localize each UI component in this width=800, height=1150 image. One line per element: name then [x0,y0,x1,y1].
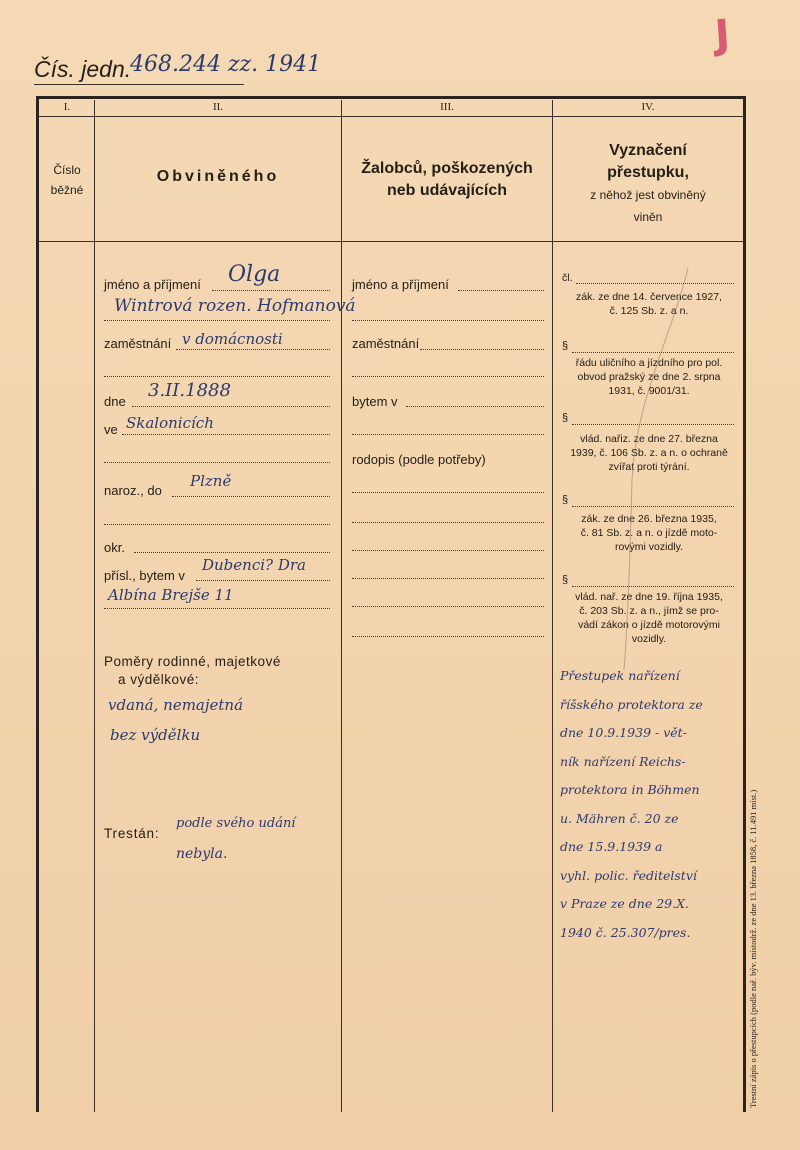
punished-value-2: nebyla. [176,846,228,862]
law-line: vozidly. [631,633,667,645]
header-line: Vyznačení [609,142,687,159]
plaintiff-residence-label: bytem v [352,394,398,409]
born-at-value: Plzně [190,472,232,490]
dotted-line [352,606,544,607]
header-line: běžné [50,183,84,197]
offence-line: říšského protektora ze [560,696,703,712]
birth-place-label: ve [104,422,118,437]
residence-value: Dubenci? Dra [202,556,306,574]
offence-line: vyhl. polic. ředitelství [560,867,697,883]
paragraph-sign: § [562,412,569,424]
column-number-3: III. [440,101,454,113]
punished-value: podle svého udání [176,816,296,831]
accused-name-value: Olga [228,262,281,287]
column-number-1: I. [63,101,71,113]
accused-name-label: jméno a příjmení [104,277,201,292]
offence-line: 1940 č. 25.307/pres. [560,924,691,940]
accused-surname-value: Wintrová rozen. Hofmanová [114,296,356,316]
dotted-line [352,434,544,435]
paragraph-sign: § [562,340,569,352]
earnings-value: bez výdělku [110,726,201,744]
paragraph-sign: § [562,494,569,506]
law-line: č. 125 Sb. z. a n. [609,305,689,317]
dotted-line [104,376,330,377]
article-label: čl. [562,272,573,284]
dotted-line [104,524,330,525]
birth-date-label: dne [104,394,126,409]
header-line: Číslo [53,163,81,177]
accused-occupation-value: v domácnosti [182,330,283,348]
dotted-line [352,376,544,377]
dotted-line [104,462,330,463]
handwritten-offence [560,662,744,947]
dotted-line [176,349,330,350]
case-number-label: Čís. jedn. [34,56,132,82]
district-label: okr. [104,540,125,555]
dotted-line [420,349,544,350]
law-line: č. 203 Sb. z. a n., jímž se pro- [579,605,719,617]
law-line: zák. ze dne 14. července 1927, [576,291,722,303]
dotted-line [352,492,544,493]
plaintiff-name-label: jméno a příjmení [352,277,449,292]
offence-line: u. Mähren č. 20 ze [560,810,679,826]
case-number-underline [34,84,244,85]
accused-occupation-label: zaměstnání [104,336,172,351]
residence-street-value: Albína Brejše 11 [108,586,234,604]
header-line: přestupku, [607,164,689,181]
dotted-line [132,406,330,407]
law-line: zák. ze dne 26. března 1935, [581,513,717,525]
header-line: viněn [633,210,663,224]
column-header-plaintiffs [342,158,552,202]
column-number-2: II. [212,101,224,113]
dotted-line [406,406,544,407]
form-footnote: Trestní zápis o přestupcích (podle nař. býv. místodrž. ze dne 13. března 1858, č. 11.491 míst.) [748,789,758,1108]
offence-line: ník nařízení Reichs- [560,753,686,769]
dotted-line [104,320,330,321]
dotted-line [196,580,330,581]
offence-line: dne 10.9.1939 - vět- [560,725,687,740]
dotted-line [104,608,330,609]
residence-label: přísl., bytem v [104,568,185,583]
dotted-line [134,552,330,553]
family-conditions-label: Poměry rodinné, majetkové [104,654,281,669]
column-header-offence [553,140,743,228]
column-header-number [40,160,94,200]
dotted-line [352,578,544,579]
born-at-label: naroz., do [104,483,162,498]
offence-line: v Praze ze dne 29.X. [560,896,689,911]
offence-line: Přestupek nařízení [560,668,680,683]
header-line: neb udávajících [386,182,508,199]
plaintiff-genealogy-label: rodopis (podle potřeby) [352,452,486,467]
header-line: z něhož jest obviněný [590,188,706,202]
header-divider [38,116,744,117]
dotted-line [458,290,544,291]
column-header-accused: Obviněného [156,168,280,185]
law-line: obvod pražský ze dne 2. srpna [577,371,721,383]
dotted-line [352,636,544,637]
plaintiff-occupation-label: zaměstnání [352,336,420,351]
offence-line: dne 15.9.1939 a [560,839,663,854]
dotted-line [352,320,544,321]
pencil-stroke [600,260,700,680]
dotted-line [172,496,330,497]
dotted-line [122,434,330,435]
column-divider [94,100,95,1112]
family-conditions-label-2: a výdělkové: [118,672,200,687]
column-divider [341,100,342,1112]
dotted-line [212,290,330,291]
law-line: rovými vozidly. [614,541,684,553]
law-line: řádu uličního a jízdního pro pol. [575,357,723,369]
dotted-line [352,550,544,551]
header-line: Žalobců, poškozených [361,160,533,177]
law-line: zvířat proti týrání. [608,461,690,473]
law-line: vlád. nař. ze dne 19. října 1935, [575,591,723,603]
birth-date-value: 3.II.1888 [148,380,231,401]
column-divider [552,100,553,1112]
case-number-value: 468.244 zz. 1941 [130,52,322,77]
header-divider [38,241,744,242]
family-conditions-value: vdaná, nemajetná [108,696,244,714]
law-line: vlád. nařiz. ze dne 27. března [580,433,718,445]
paragraph-sign: § [562,574,569,586]
law-line: 1931, č. 9001/31. [608,385,690,397]
law-line: č. 81 Sb. z. a n. o jízdě moto- [580,527,718,539]
offence-line: protektora in Böhmen [560,782,700,797]
law-line: vádí zákon o jízdě motorovými [578,619,720,631]
dotted-line [352,522,544,523]
law-line: 1939, č. 106 Sb. z. a n. o ochraně [570,447,728,459]
column-number-4: IV. [641,101,655,113]
stamp-letter: J [713,11,732,59]
birth-place-value: Skalonicích [126,414,214,432]
punished-label: Trestán: [104,826,160,841]
